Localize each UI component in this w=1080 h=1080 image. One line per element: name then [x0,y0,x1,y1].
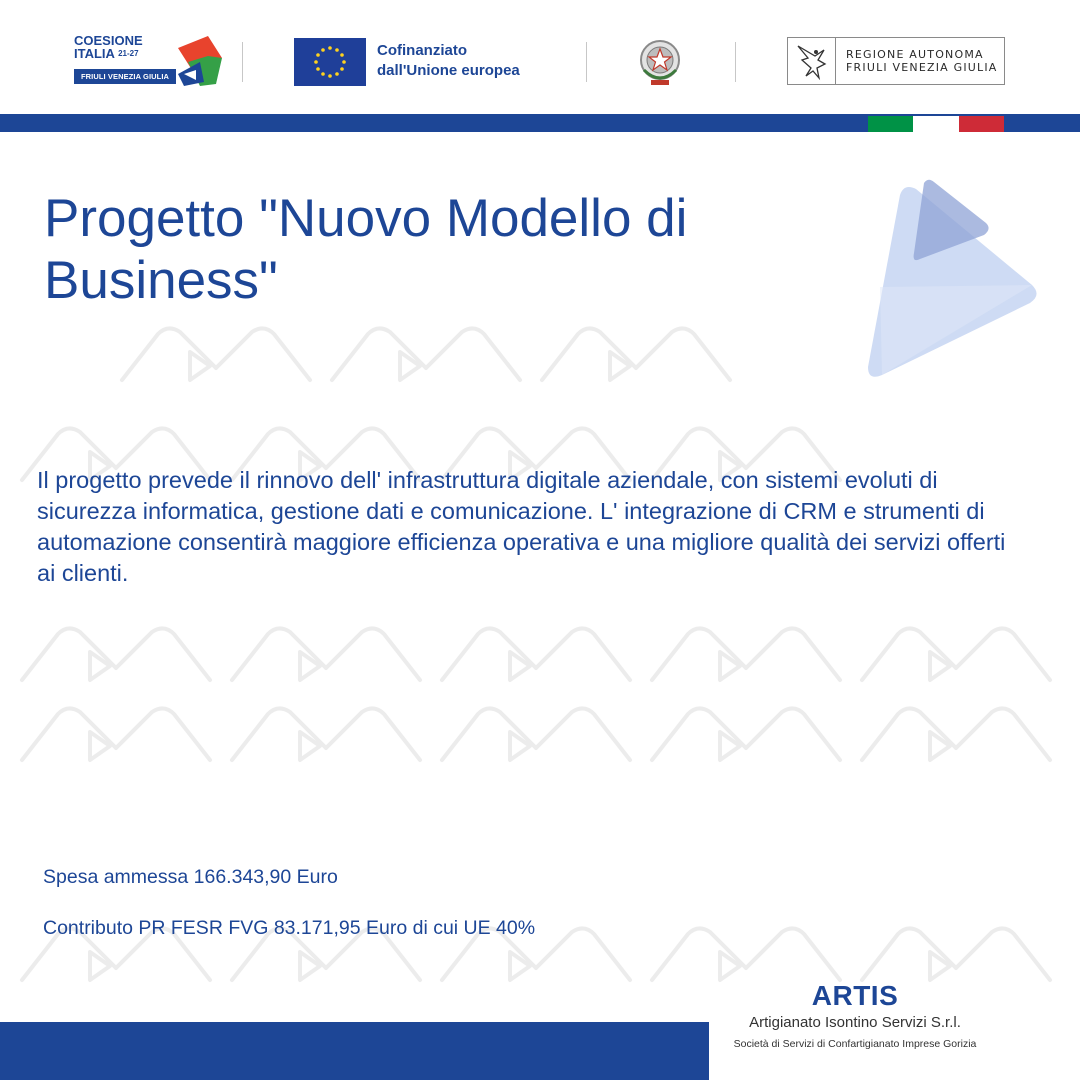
flag-white [913,116,958,132]
coesione-line1: COESIONE [74,33,143,48]
pattern-row [22,708,1050,760]
coesione-years: 21-27 [118,49,139,58]
company-name: ARTIS [811,980,899,1011]
decorative-triangles [860,175,1050,385]
header-divider [242,42,243,82]
fesr-contribution: Contributo PR FESR FVG 83.171,95 Euro di cui UE 40% [43,917,536,939]
pattern-row [122,328,730,380]
flag-red [959,116,1004,132]
project-description: Il progetto prevede il rinnovo dell' infrastruttura digitale aziendale, con sistemi evoluti di sicurezza informatica, gestione dati e comunicazione. L' integrazione di CRM e strumenti di automazione consentirà maggiore efficienza operativa e una migliore qualità dei servizi offerti ai clienti. [37,467,1006,586]
region-name: REGIONE AUTONOMA FRIULI VENEZIA GIULIA [846,48,998,74]
flag-green [868,116,913,132]
eu-flag-icon [294,38,366,86]
header-divider [735,42,736,82]
footer-bar [0,1022,709,1080]
background-pattern [0,300,1080,1060]
page-title: Progetto "Nuovo Modello di Business" [44,189,688,310]
pattern-row [22,628,1050,680]
eu-cofinanced-text: Cofinanziato dall'Unione europea [377,42,520,79]
header [0,0,1080,114]
coesione-title [74,34,143,60]
italian-republic-emblem-icon [636,36,684,88]
coesione-italia-logo [74,34,224,88]
coesione-badge: FRIULI VENEZIA GIULIA [74,69,176,84]
approved-expense: Spesa ammessa 166.343,90 Euro [43,866,338,888]
company-subtitle-secondary: Società di Servizi di Confartigianato Imprese Gorizia [733,1038,977,1050]
fvg-eagle-icon [788,38,836,84]
region-fvg-logo [787,37,1005,85]
coesione-arrow-icon [174,34,224,88]
italian-flag-strip [868,116,1004,132]
coesione-line2: ITALIA [74,46,115,61]
header-divider [586,42,587,82]
company-subtitle: Artigianato Isontino Servizi S.r.l. [749,1014,961,1031]
artis-logo [710,982,1000,1051]
